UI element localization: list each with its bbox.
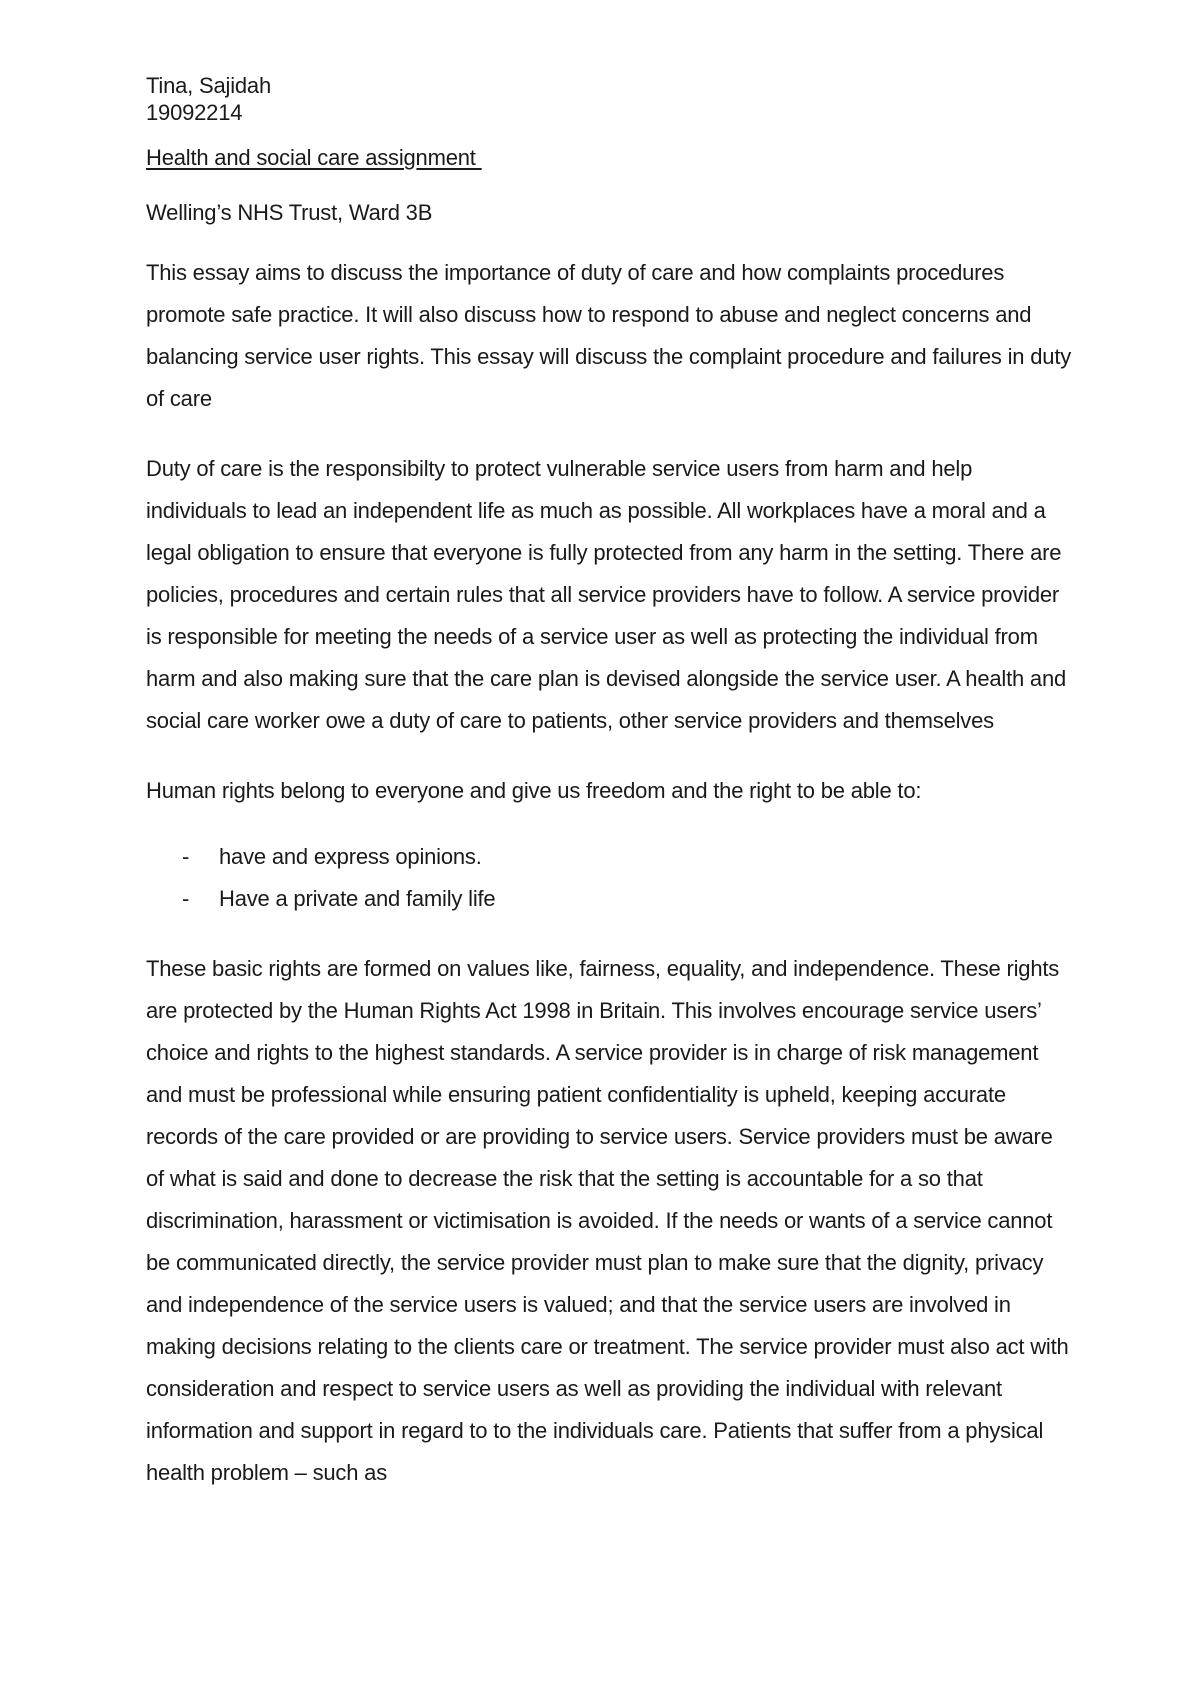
document-title: Health and social care assignment bbox=[146, 145, 482, 170]
list-item-text: Have a private and family life bbox=[219, 886, 496, 911]
document-page bbox=[146, 72, 1076, 1494]
basic-rights-paragraph: These basic rights are formed on values like, fairness, equality, and independence. These rights are protected by the Human Rights Act 1998 in Britain. This involves encourage service users’ choice and rights to the highest standards. A service provider is in charge of risk management and must be professional while ensuring patient confidentiality is upheld, keeping accurate records of the care provided or are providing to service users. Service providers must be aware of what is said and done to decrease the risk that the setting is accountable for a so that discrimination, harassment or victimisation is avoided. If the needs or wants of a service cannot be communicated directly, the service provider must plan to make sure that the dignity, privacy and independence of the service users is valued; and that the service users are involved in making decisions relating to the clients care or treatment. The service provider must also act with consideration and respect to service users as well as providing the individual with relevant information and support in regard to to the individuals care. Patients that suffer from a physical health problem – such as bbox=[146, 956, 1069, 1485]
student-id: 19092214 bbox=[146, 100, 243, 125]
author-name: Tina, Sajidah bbox=[146, 73, 271, 98]
list-item bbox=[146, 878, 1076, 920]
document-subtitle: Welling’s NHS Trust, Ward 3B bbox=[146, 200, 433, 225]
bullet-dash: - bbox=[182, 844, 190, 869]
rights-list bbox=[146, 836, 1076, 920]
list-item-text: have and express opinions. bbox=[219, 844, 482, 869]
bullet-dash: - bbox=[182, 886, 190, 911]
intro-paragraph: This essay aims to discuss the importance of duty of care and how complaints procedures promote safe practice. It will also discuss how to respond to abuse and neglect concerns and balancing service user rights. This essay will discuss the complaint procedure and failures in duty of care bbox=[146, 260, 1072, 411]
duty-of-care-paragraph: Duty of care is the responsibilty to protect vulnerable service users from harm and help individuals to lead an independent life as much as possible. All workplaces have a moral and a legal obligation to ensure that everyone is fully protected from any harm in the setting. There are policies, procedures and certain rules that all service providers have to follow. A service provider is responsible for meeting the needs of a service user as well as protecting the individual from harm and also making sure that the care plan is devised alongside the service user. A health and social care worker owe a duty of care to patients, other service providers and themselves bbox=[146, 456, 1067, 733]
human-rights-paragraph: Human rights belong to everyone and give us freedom and the right to be able to: bbox=[146, 778, 922, 803]
list-item bbox=[146, 836, 1076, 878]
